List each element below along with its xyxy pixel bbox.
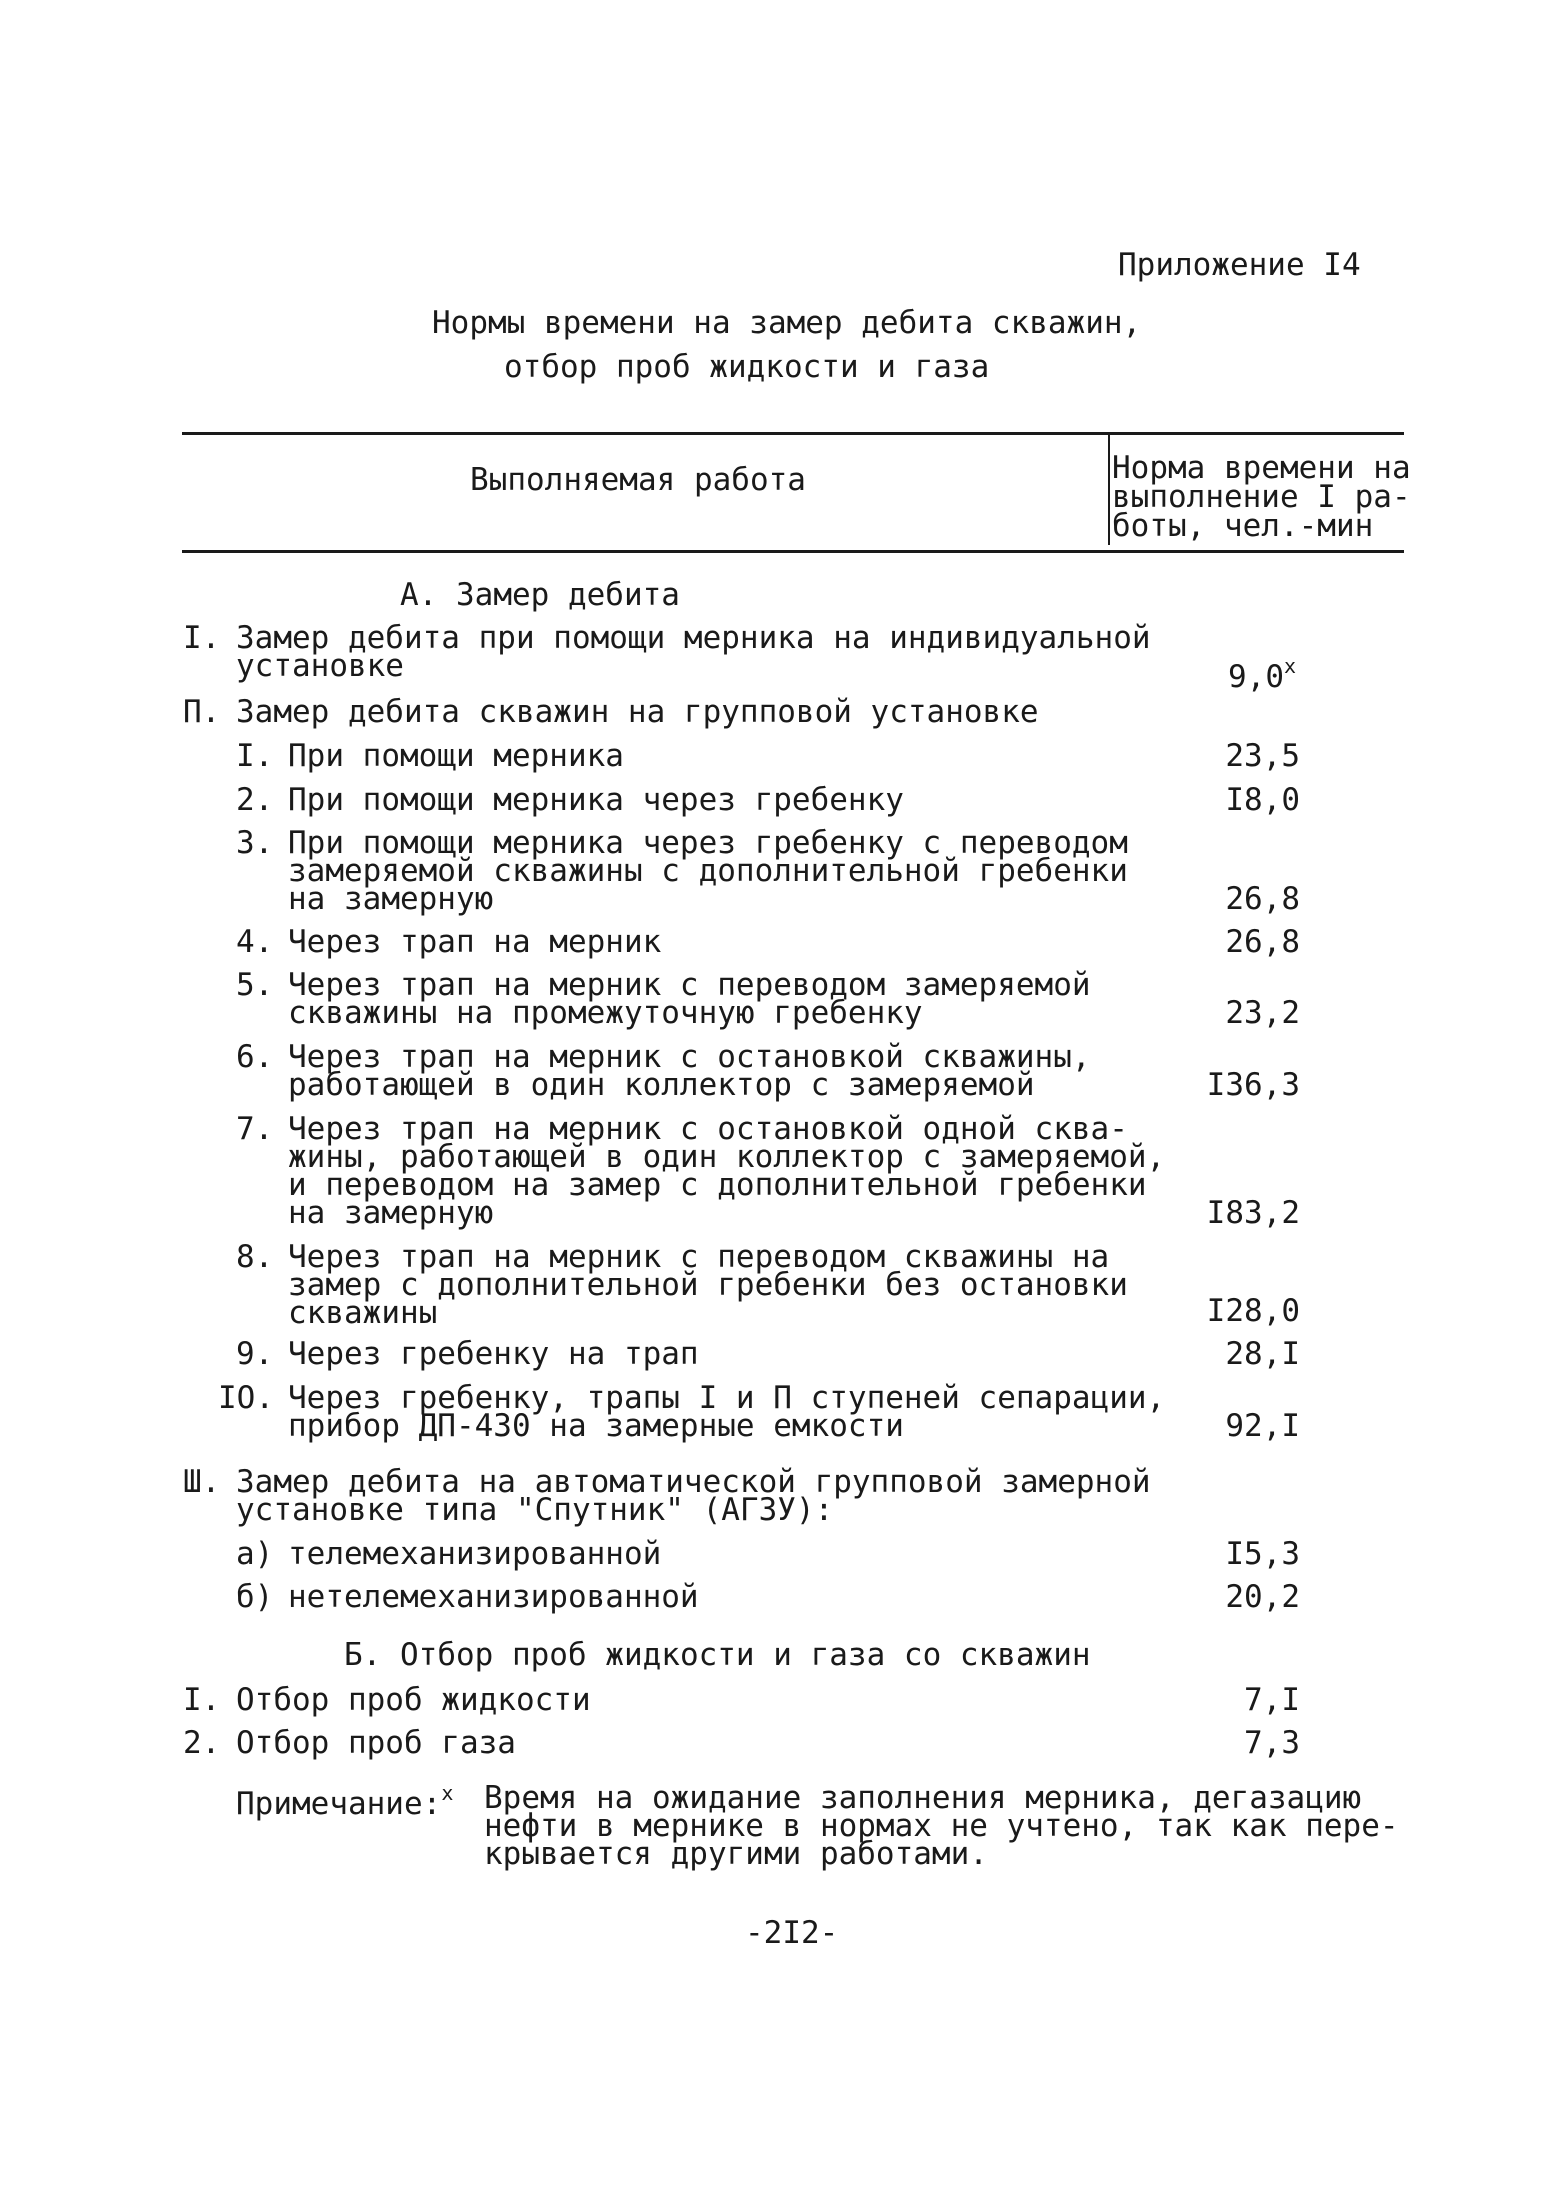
sub-item-marker: 5. — [236, 967, 274, 1003]
sub-item-value: I28,0 — [1206, 1293, 1300, 1329]
sub-item-line: жины, работающей в один коллектор с замеряемой, — [288, 1139, 1166, 1175]
sub-item-marker: I. — [236, 738, 274, 774]
sub-item-line: Через трап на мерник с остановкой одной сква- — [288, 1111, 1128, 1147]
sub-item-line: работающей в один коллектор с замеряемой — [288, 1067, 1035, 1103]
sub-item-line: Через трап на мерник с остановкой скважины, — [288, 1039, 1091, 1075]
section-a-heading: А. Замер дебита — [400, 577, 680, 613]
note-line-2: нефти в мернике в нормах не учтено, так как пере- — [484, 1808, 1399, 1844]
item-3-line-2: установке типа "Спутник" (АГЗУ): — [236, 1492, 834, 1528]
sub-item-line: и переводом на замер с дополнительной гребенки — [288, 1167, 1147, 1203]
sub-item-line: Через трап на мерник с переводом замеряемой — [288, 967, 1091, 1003]
note-line-1: Время на ожидание заполнения мерника, дегазацию — [484, 1780, 1362, 1816]
sub-item-line: При помощи мерника — [288, 738, 624, 774]
sub-item-line: скважины на промежуточную гребенку — [288, 995, 923, 1031]
sub-item-value: 26,8 — [1225, 881, 1300, 917]
column-divider — [1108, 435, 1110, 545]
sub-item-marker: 8. — [236, 1239, 274, 1275]
sub-item-value: I8,0 — [1225, 782, 1300, 818]
item-1-line-1: Замер дебита при помощи мерника на индивидуальной — [236, 620, 1151, 656]
sub-item-value: 92,I — [1225, 1408, 1300, 1444]
sub-item-line: Через трап на мерник — [288, 924, 662, 960]
page-title-line-2: отбор проб жидкости и газа — [504, 349, 990, 385]
sub-item-marker: 9. — [236, 1336, 274, 1372]
page-number: -2I2- — [745, 1915, 839, 1951]
item-3-sub-marker: б) — [236, 1579, 274, 1615]
sub-item-line: на замерную — [288, 1195, 494, 1231]
item-3-sub-value: 20,2 — [1225, 1579, 1300, 1615]
item-1-value: $9,0^х$ — [1228, 654, 1297, 695]
appendix-label: Приложение I4 — [1118, 247, 1361, 283]
note-footnote-marker: х — [441, 1781, 454, 1805]
sub-item-line: Через трап на мерник с переводом скважины на — [288, 1239, 1110, 1275]
item-1-line-2: установке — [236, 648, 404, 684]
sub-item-line: замер с дополнительной гребенки без остановки — [288, 1267, 1128, 1303]
sub-item-value: 28,I — [1225, 1336, 1300, 1372]
item-3-sub-text: телемеханизированной — [288, 1536, 662, 1572]
b-item-value: 7,I — [1244, 1682, 1300, 1718]
sub-item-line: скважины — [288, 1295, 438, 1331]
sub-item-line: на замерную — [288, 881, 494, 917]
norm-column-header-line-3: боты, чел.-мин — [1112, 508, 1374, 544]
sub-item-value: I36,3 — [1206, 1067, 1300, 1103]
sub-item-marker: 4. — [236, 924, 274, 960]
b-item-marker: 2. — [183, 1725, 221, 1761]
sub-item-marker: 6. — [236, 1039, 274, 1075]
item-2-text: Замер дебита скважин на групповой установке — [236, 694, 1039, 730]
item-3-sub-text: нетелемеханизированной — [288, 1579, 699, 1615]
sub-item-value: I83,2 — [1206, 1195, 1300, 1231]
sub-item-marker: 7. — [236, 1111, 274, 1147]
sub-item-marker: 2. — [236, 782, 274, 818]
sub-item-line: При помощи мерника через гребенку с переводом — [288, 825, 1128, 861]
note-line-3: крывается другими работами. — [484, 1836, 988, 1872]
item-3-sub-value: I5,3 — [1225, 1536, 1300, 1572]
item-3-sub-marker: а) — [236, 1536, 274, 1572]
item-1-marker: I. — [183, 620, 221, 656]
sub-item-line: замеряемой скважины с дополнительной гребенки — [288, 853, 1128, 889]
page-title-line-1: Нормы времени на замер дебита скважин, — [432, 305, 1142, 341]
sub-item-line: прибор ДП-430 на замерные емкости — [288, 1408, 904, 1444]
note-label: Примечание:$^х$ — [236, 1781, 454, 1822]
norm-column-header-line-2: выполнение I ра- — [1112, 479, 1411, 515]
table-header-bottom-rule — [182, 550, 1404, 553]
b-item-marker: I. — [183, 1682, 221, 1718]
sub-item-line: Через гребенку, трапы I и П ступеней сепарации, — [288, 1380, 1166, 1416]
sub-item-value: 23,2 — [1225, 995, 1300, 1031]
item-3-line-1: Замер дебита на автоматической групповой замерной — [236, 1464, 1151, 1500]
sub-item-marker: IO. — [218, 1380, 274, 1416]
b-item-text: Отбор проб жидкости — [236, 1682, 591, 1718]
sub-item-line: Через гребенку на трап — [288, 1336, 699, 1372]
sub-item-marker: 3. — [236, 825, 274, 861]
item-2-marker: П. — [183, 694, 221, 730]
sub-item-value: 23,5 — [1225, 738, 1300, 774]
sub-item-value: 26,8 — [1225, 924, 1300, 960]
item-3-marker: Ш. — [183, 1464, 221, 1500]
footnote-marker: х — [1284, 654, 1297, 678]
b-item-value: 7,3 — [1244, 1725, 1300, 1761]
work-column-header: Выполняемая работа — [470, 462, 806, 498]
b-item-text: Отбор проб газа — [236, 1725, 516, 1761]
table-top-rule — [182, 432, 1404, 435]
sub-item-line: При помощи мерника через гребенку — [288, 782, 904, 818]
section-b-heading: Б. Отбор проб жидкости и газа со скважин — [344, 1637, 1091, 1673]
norm-column-header-line-1: Норма времени на — [1112, 450, 1411, 486]
